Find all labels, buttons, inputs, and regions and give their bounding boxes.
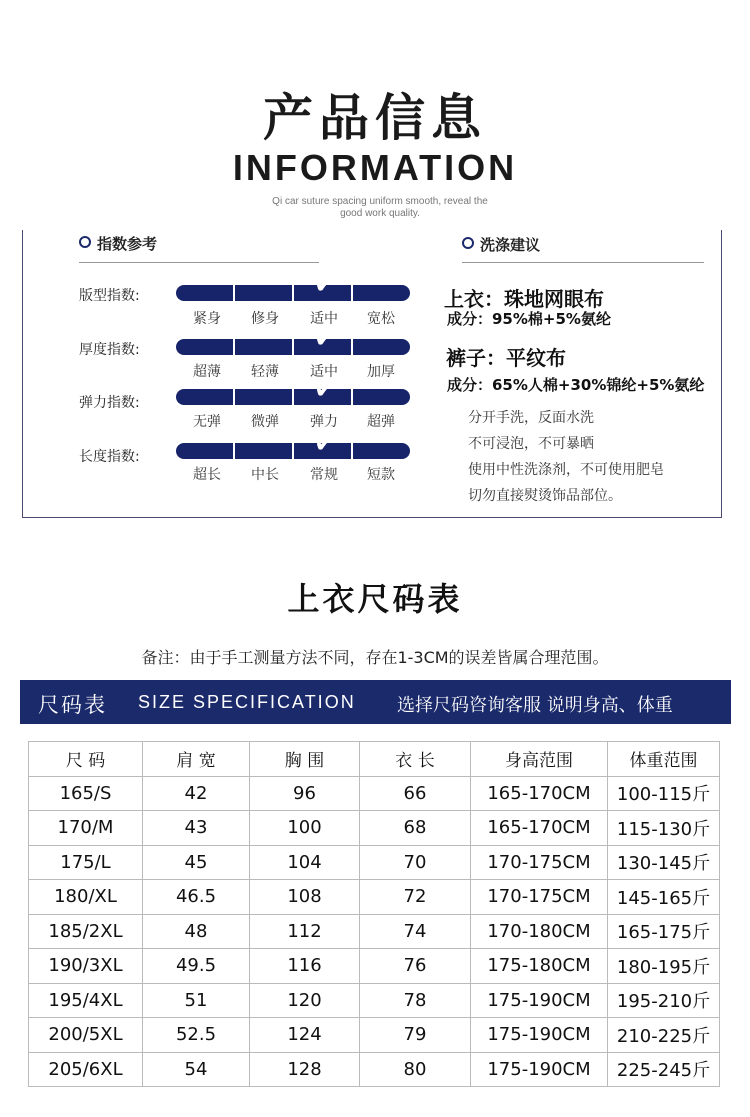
table-row (29, 845, 720, 880)
page-title: 产品信息 (263, 89, 487, 147)
column-header: 胸 围 (250, 742, 360, 777)
table-cell: 51 (143, 983, 250, 1018)
index-option: 修身 (251, 311, 279, 327)
size-bar-cn: 尺码表 (38, 693, 107, 717)
index-bar (176, 443, 410, 459)
page-subtitle (250, 196, 510, 220)
table-cell: 175/L (29, 845, 143, 880)
page-title-en: INFORMATION (232, 147, 518, 188)
table-cell: 43 (143, 811, 250, 846)
subtitle-line-1: Qi car suture spacing uniform smooth, reveal the (272, 196, 488, 207)
table-cell: 170-175CM (471, 845, 608, 880)
table-row (29, 1052, 720, 1087)
size-bar-right: 选择尺码咨询客服 说明身高、体重 (397, 695, 673, 716)
table-cell: 175-190CM (471, 1018, 608, 1053)
index-option: 中长 (251, 467, 279, 483)
index-option: 适中 (310, 364, 338, 380)
check-mark-icon: ✔ (314, 270, 336, 300)
table-cell: 180/XL (29, 880, 143, 915)
table-cell: 180-195斤 (608, 949, 720, 984)
table-cell: 165/S (29, 776, 143, 811)
wash-divider (462, 262, 704, 263)
size-header-bar (20, 680, 731, 724)
index-label: 长度指数: (79, 449, 140, 465)
table-cell: 45 (143, 845, 250, 880)
table-cell: 68 (360, 811, 471, 846)
table-cell: 79 (360, 1018, 471, 1053)
index-option: 宽松 (367, 311, 395, 327)
wash-instruction: 分开手洗，反面水洗 (468, 410, 594, 426)
index-divider (79, 262, 319, 263)
wash-section-title (462, 234, 540, 255)
table-cell: 54 (143, 1052, 250, 1087)
table-cell: 100-115斤 (608, 776, 720, 811)
table-row (29, 983, 720, 1018)
index-option: 超薄 (193, 364, 221, 380)
size-chart-title: 上衣尺码表 (287, 580, 463, 618)
size-table (28, 741, 720, 1087)
index-bar (176, 339, 410, 355)
index-bar (176, 389, 410, 405)
table-cell: 112 (250, 914, 360, 949)
check-mark-icon: ✔ (314, 375, 336, 405)
table-cell: 78 (360, 983, 471, 1018)
index-label: 版型指数: (79, 288, 140, 304)
table-cell: 175-190CM (471, 1052, 608, 1087)
table-cell: 165-170CM (471, 776, 608, 811)
index-option: 弹力 (310, 414, 338, 430)
index-label: 厚度指数: (79, 342, 140, 358)
table-cell: 175-180CM (471, 949, 608, 984)
index-option: 常规 (310, 467, 338, 483)
index-option: 加厚 (367, 364, 395, 380)
table-cell: 116 (250, 949, 360, 984)
table-cell: 72 (360, 880, 471, 915)
table-cell: 170-175CM (471, 880, 608, 915)
table-row (29, 776, 720, 811)
table-cell: 52.5 (143, 1018, 250, 1053)
table-cell: 185/2XL (29, 914, 143, 949)
subtitle-line-2: good work quality. (340, 208, 420, 219)
table-cell: 205/6XL (29, 1052, 143, 1087)
table-cell: 175-190CM (471, 983, 608, 1018)
wash-instruction: 切勿直接熨烫饰品部位。 (468, 488, 622, 504)
index-option: 超弹 (367, 414, 395, 430)
circle-bullet-icon (79, 236, 91, 248)
index-title-text: 指数参考 (97, 235, 158, 253)
table-cell: 165-170CM (471, 811, 608, 846)
table-cell: 115-130斤 (608, 811, 720, 846)
table-cell: 108 (250, 880, 360, 915)
table-row (29, 880, 720, 915)
table-cell: 76 (360, 949, 471, 984)
table-cell: 49.5 (143, 949, 250, 984)
table-row (29, 949, 720, 984)
top-fabric: 上衣：珠地网眼布 (444, 287, 604, 311)
table-row (29, 811, 720, 846)
table-cell: 70 (360, 845, 471, 880)
column-header: 肩 宽 (143, 742, 250, 777)
table-cell: 74 (360, 914, 471, 949)
column-header: 衣 长 (360, 742, 471, 777)
column-header: 尺 码 (29, 742, 143, 777)
index-label: 弹力指数: (79, 395, 140, 411)
wash-title-text: 洗涤建议 (480, 236, 541, 254)
table-row (29, 1018, 720, 1053)
pants-composition: 成分：65%人棉+30%锦纶+5%氨纶 (447, 376, 705, 394)
table-header-row (29, 742, 720, 777)
index-option: 轻薄 (251, 364, 279, 380)
table-cell: 42 (143, 776, 250, 811)
wash-instruction: 使用中性洗涤剂，不可使用肥皂 (468, 462, 664, 478)
table-cell: 120 (250, 983, 360, 1018)
table-cell: 128 (250, 1052, 360, 1087)
index-option: 微弹 (251, 414, 279, 430)
column-header: 身高范围 (471, 742, 608, 777)
index-option: 无弹 (193, 414, 221, 430)
wash-instruction: 不可浸泡，不可暴晒 (468, 436, 594, 452)
table-cell: 104 (250, 845, 360, 880)
table-cell: 210-225斤 (608, 1018, 720, 1053)
pants-fabric: 裤子：平纹布 (446, 346, 566, 370)
table-cell: 80 (360, 1052, 471, 1087)
table-cell: 200/5XL (29, 1018, 143, 1053)
table-cell: 66 (360, 776, 471, 811)
top-composition: 成分：95%棉+5%氨纶 (447, 310, 611, 328)
table-cell: 96 (250, 776, 360, 811)
check-mark-icon: ✔ (314, 324, 336, 354)
table-cell: 170-180CM (471, 914, 608, 949)
check-mark-icon: ✔ (314, 429, 336, 459)
table-cell: 225-245斤 (608, 1052, 720, 1087)
index-option: 适中 (310, 311, 338, 327)
table-cell: 195-210斤 (608, 983, 720, 1018)
table-cell: 46.5 (143, 880, 250, 915)
size-note: 备注：由于手工测量方法不同，存在1-3CM的误差皆属合理范围。 (141, 648, 609, 667)
table-cell: 130-145斤 (608, 845, 720, 880)
table-cell: 100 (250, 811, 360, 846)
table-cell: 145-165斤 (608, 880, 720, 915)
column-header: 体重范围 (608, 742, 720, 777)
table-cell: 195/4XL (29, 983, 143, 1018)
table-cell: 48 (143, 914, 250, 949)
table-cell: 190/3XL (29, 949, 143, 984)
table-cell: 165-175斤 (608, 914, 720, 949)
circle-bullet-icon (462, 237, 474, 249)
index-option: 超长 (193, 467, 221, 483)
size-bar-en: SIZE SPECIFICATION (138, 692, 356, 712)
table-cell: 124 (250, 1018, 360, 1053)
table-row (29, 914, 720, 949)
index-bar (176, 285, 410, 301)
table-cell: 170/M (29, 811, 143, 846)
index-option: 紧身 (193, 311, 221, 327)
index-option: 短款 (367, 467, 395, 483)
index-section-title (79, 233, 157, 254)
